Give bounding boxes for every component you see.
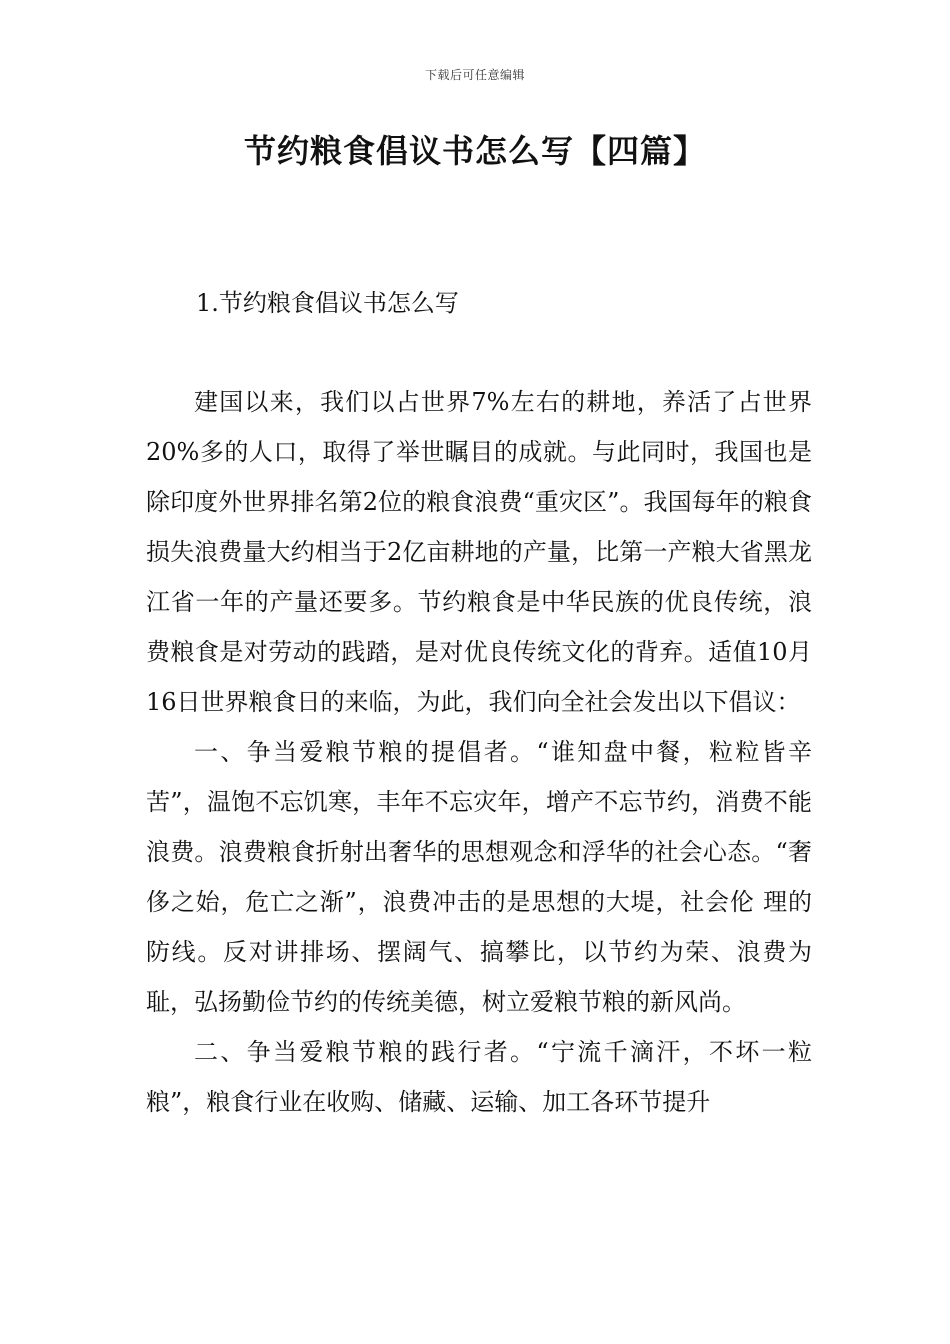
paragraph-proposal-one: 一、争当爱粮节粮的提倡者。“谁知盘中餐，粒粒皆辛苦”，温饱不忘饥寒，丰年不忘灾年，增产不忘节约，消费不能浪费。浪费粮食折射出奢华的思想观念和浮华的社会心态。“奢侈之始，危亡之渐”，浪费冲击的是思想的大堤，社会伦 理的防线。反对讲排场、摆阔气、搞攀比，以节约为荣、浪费为耻，弘扬勤俭节约的传统美德，树立爱粮节粮的新风尚。: [146, 738, 812, 1016]
header-note: 下载后可任意编辑: [424, 68, 525, 82]
section-heading: 1.节约粮食倡议书怎么写: [196, 289, 459, 317]
document-title: 节约粮食倡议书怎么写【四篇】: [243, 132, 706, 170]
body-text: [146, 377, 812, 1127]
paragraph-intro: 建国以来，我们以占世界7%左右的耕地，养活了占世界20%多的人口，取得了举世瞩目的成就。与此同时，我国也是除印度外世界排名第2位的粮食浪费“重灾区”。我国每年的粮食损失浪费量大约相当于2亿亩耕地的产量，比第一产粮大省黑龙江省一年的产量还要多。节约粮食是中华民族的优良传统，浪费粮食是对劳动的践踏，是对优良传统文化的背弃。适值10月16日世界粮食日的来临，为此，我们向全社会发出以下倡议：: [146, 388, 812, 716]
paragraph-proposal-two: 二、争当爱粮节粮的践行者。“宁流千滴汗，不坏一粒粮”，粮食行业在收购、储藏、运输、加工各环节提升: [146, 1038, 812, 1116]
